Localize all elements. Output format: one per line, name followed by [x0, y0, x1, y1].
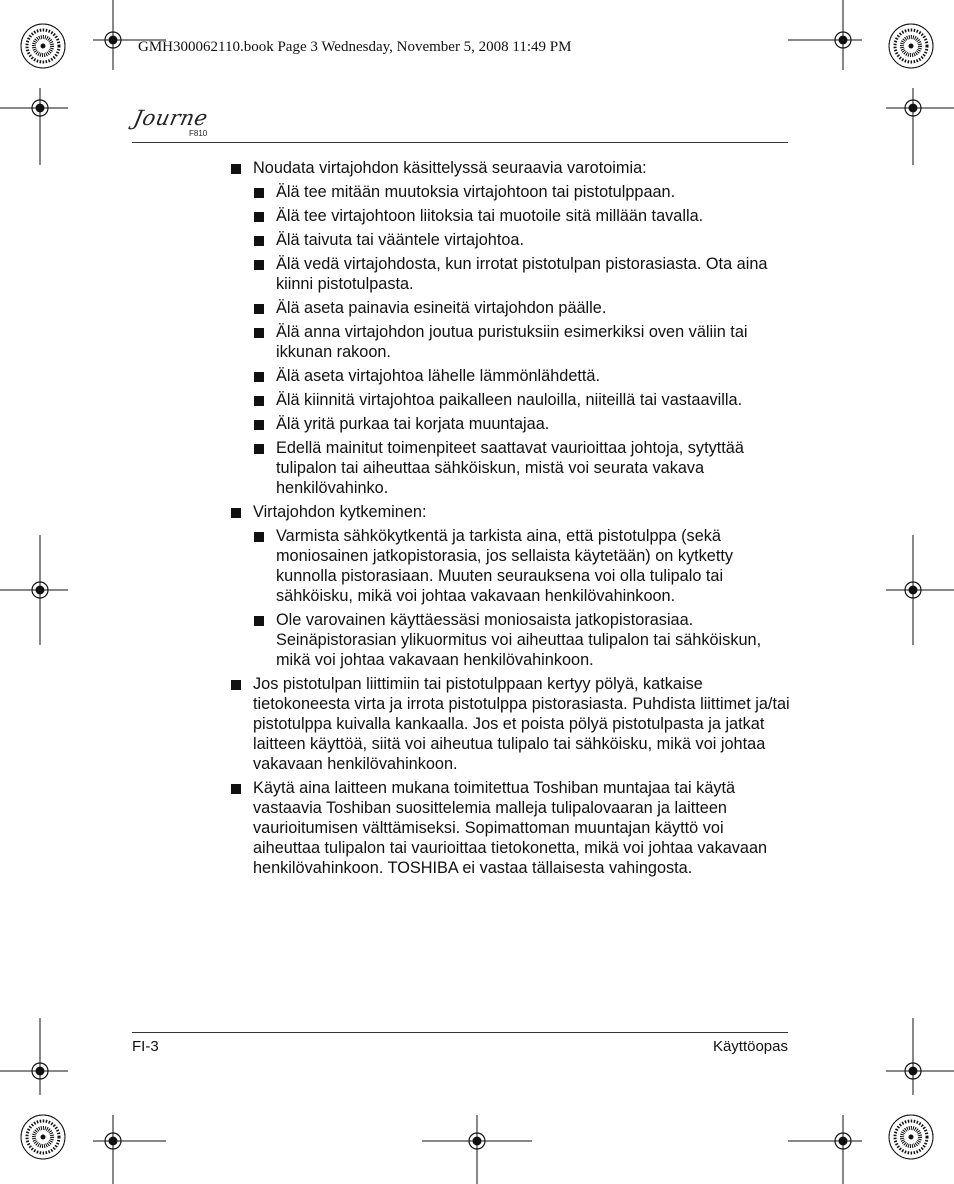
sub-list-item: [253, 322, 790, 362]
sub-list-item-text: Ole varovainen käyttäessäsi moniosaista jatkopistorasiaa. Seinäpistorasian ylikuormitus voi aiheuttaa tulipalon tai sähköiskun, mikä voi johtaa vakavaan henkilövahinkoon.: [276, 611, 762, 669]
square-bullet-icon: [254, 444, 264, 454]
list-item: [230, 674, 790, 774]
square-bullet-icon: [231, 164, 241, 174]
sub-list-item: [253, 298, 790, 318]
journe-logo: [132, 104, 222, 140]
sub-list-item-text: Älä aseta painavia esineitä virtajohdon päälle.: [276, 299, 607, 317]
square-bullet-icon: [254, 236, 264, 246]
sub-list-item: [253, 414, 790, 434]
sub-list-item-text: Edellä mainitut toimenpiteet saattavat vaurioittaa johtoja, sytyttää tulipalon tai aiheuttaa sähköiskun, mistä voi seurata vakava henkilövahinko.: [276, 439, 744, 497]
main-list: [230, 158, 790, 878]
sub-list: [253, 526, 790, 670]
square-bullet-icon: [254, 420, 264, 430]
list-item-text: Noudata virtajohdon käsittelyssä seuraavia varotoimia:: [253, 159, 647, 177]
square-bullet-icon: [254, 328, 264, 338]
sub-list-item-text: Älä yritä purkaa tai korjata muuntajaa.: [276, 415, 550, 433]
page-content: [230, 158, 790, 882]
sub-list-item: [253, 366, 790, 386]
sub-list-item: [253, 254, 790, 294]
sub-list-item: [253, 206, 790, 226]
list-item: [230, 158, 790, 498]
sub-list-item-text: Varmista sähkökytkentä ja tarkista aina, että pistotulppa (sekä moniosainen jatkopistorasia, jos sellaista käytetään) on kytketty kunnolla pistorasiaan. Muuten seurauksena voi olla tulipalo tai sähköisku, mikä voi johtaa vakavaan henkilövahinkoon.: [276, 527, 734, 605]
sub-list-item-text: Älä tee mitään muutoksia virtajohtoon tai pistotulppaan.: [276, 183, 676, 201]
sub-list-item: [253, 390, 790, 410]
sub-list-item: [253, 230, 790, 250]
sub-list-item: [253, 438, 790, 498]
square-bullet-icon: [254, 260, 264, 270]
logo-script: Journe: [131, 106, 211, 130]
page-number: FI-3: [132, 1038, 159, 1055]
sub-list-item-text: Älä kiinnitä virtajohtoa paikalleen nauloilla, niiteillä tai vastaavilla.: [276, 391, 743, 409]
square-bullet-icon: [254, 188, 264, 198]
sub-list: [253, 182, 790, 498]
logo-model: F810: [189, 129, 208, 138]
sub-list-item: [253, 182, 790, 202]
sub-list-item: [253, 526, 790, 606]
square-bullet-icon: [254, 372, 264, 382]
square-bullet-icon: [254, 532, 264, 542]
section-title: Käyttöopas: [712, 1038, 788, 1055]
footer-rule: [132, 1032, 788, 1033]
list-item: [230, 778, 790, 878]
list-item-text: Jos pistotulpan liittimiin tai pistotulppaan kertyy pölyä, katkaise tietokoneesta virta ja irrota pistotulppa pistorasiasta. Puhdista liittimet ja/tai pistotulppa kuivalla kankaalla. Jos et poista pölyä pistotulpasta ja jatkat laitteen käyttöä, siitä voi aiheutua tulipalo tai sähköisku, mikä voi johtaa vakavaan henkilövahinkoon.: [253, 675, 790, 773]
square-bullet-icon: [231, 680, 241, 690]
sub-list-item: [253, 610, 790, 670]
square-bullet-icon: [254, 396, 264, 406]
print-slug: GMH300062110.book Page 3 Wednesday, November 5, 2008 11:49 PM: [138, 39, 572, 55]
square-bullet-icon: [254, 616, 264, 626]
sub-list-item-text: Älä tee virtajohtoon liitoksia tai muotoile sitä millään tavalla.: [276, 207, 704, 225]
sub-list-item-text: Älä aseta virtajohtoa lähelle lämmönlähdettä.: [276, 367, 601, 385]
square-bullet-icon: [254, 304, 264, 314]
square-bullet-icon: [231, 508, 241, 518]
sub-list-item-text: Älä anna virtajohdon joutua puristuksiin esimerkiksi oven väliin tai ikkunan rakoon.: [276, 323, 748, 361]
header-rule: [132, 142, 788, 143]
list-item-text: Käytä aina laitteen mukana toimitettua Toshiban muntajaa tai käytä vastaavia Toshiban suosittelemia malleja tulipalovaaran ja laitteen vaurioitumisen välttämiseksi. Sopimattoman muuntajan käyttö voi aiheuttaa tulipalon tai vaurioittaa tietokonetta, mikä voi johtaa vakavaan henkilövahinkoon. TOSHIBA ei vastaa tällaisesta vahingosta.: [253, 779, 768, 877]
sub-list-item-text: Älä vedä virtajohdosta, kun irrotat pistotulpan pistorasiasta. Ota aina kiinni pistotulpasta.: [276, 255, 768, 293]
square-bullet-icon: [231, 784, 241, 794]
square-bullet-icon: [254, 212, 264, 222]
list-item: [230, 502, 790, 670]
sub-list-item-text: Älä taivuta tai vääntele virtajohtoa.: [276, 231, 524, 249]
list-item-text: Virtajohdon kytkeminen:: [253, 503, 427, 521]
